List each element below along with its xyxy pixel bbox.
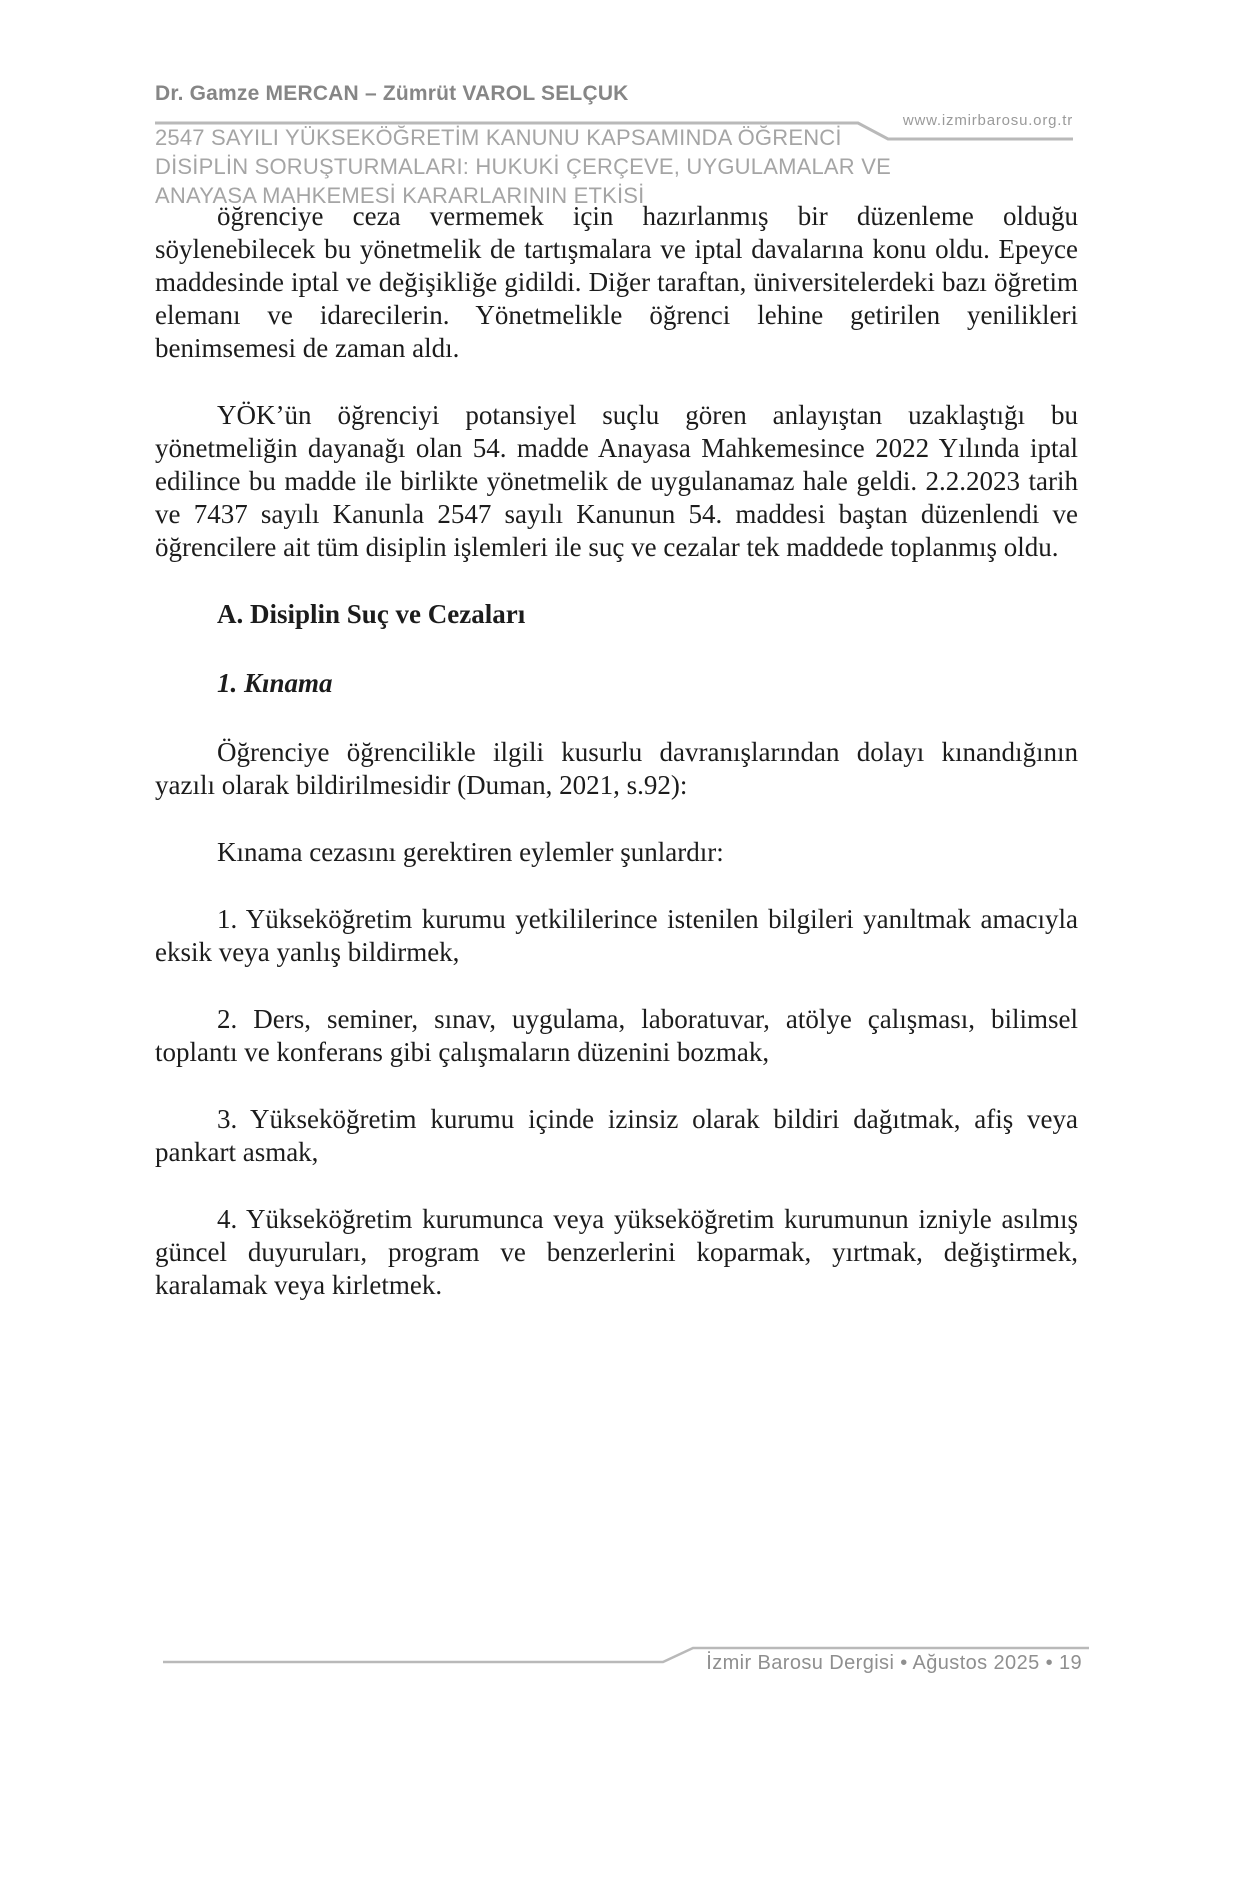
paragraph: öğrenciye ceza vermemek için hazırlanmış bir düzenleme olduğu söylenebilecek bu yönetmelik de tartışmalara ve iptal davalarına konu oldu. Epeyce maddesinde iptal ve değişikliğe gidildi. Diğer taraftan, üniversitelerdeki bazı öğretim elemanı ve idarecilerin. Yönetmelikle öğrenci lehine getirilen yenilikleri benimsemesi de zaman aldı. <box>155 201 1078 363</box>
list-item: 4. Yükseköğretim kurumunca veya yükseköğretim kurumunun izniyle asılmış güncel duyuruları, program ve benzerlerini koparmak, yırtmak, değiştirmek, karalamak veya kirletmek. <box>155 1204 1078 1300</box>
article-title-line-3: ANAYASA MAHKEMESİ KARARLARININ ETKİSİ <box>155 183 645 208</box>
website-url: www.izmirbarosu.org.tr <box>902 112 1073 129</box>
section-heading: A. Disiplin Suç ve Cezaları <box>217 599 526 629</box>
paragraph: Öğrenciye öğrencilikle ilgili kusurlu davranışlarından dolayı kınandığının yazılı olarak bildirilmesidir (Duman, 2021, s.92): <box>155 737 1078 800</box>
subsection-heading: 1. Kınama <box>217 668 333 698</box>
article-body <box>155 200 1078 1336</box>
article-title-line-2: DİSİPLİN SORUŞTURMALARI: HUKUKİ ÇERÇEVE, UYGULAMALAR VE <box>155 154 891 179</box>
paragraph: Kınama cezasını gerektiren eylemler şunlardır: <box>217 837 724 867</box>
list-item: 2. Ders, seminer, sınav, uygulama, laboratuvar, atölye çalışması, bilimsel toplantı ve konferans gibi çalışmaların düzenini bozmak, <box>155 1004 1078 1067</box>
article-title <box>155 123 935 210</box>
author-line: Dr. Gamze MERCAN – Zümrüt VAROL SELÇUK <box>155 82 629 105</box>
list-item: 1. Yükseköğretim kurumu yetkililerince istenilen bilgileri yanıltmak amacıyla eksik veya yanlış bildirmek, <box>155 904 1078 967</box>
article-title-line-1: 2547 SAYILI YÜKSEKÖĞRETİM KANUNU KAPSAMINDA ÖĞRENCİ <box>155 125 842 150</box>
journal-info: İzmir Barosu Dergisi • Ağustos 2025 • 19 <box>706 1652 1082 1674</box>
paragraph: YÖK’ün öğrenciyi potansiyel suçlu gören anlayıştan uzaklaştığı bu yönetmeliğin dayanağı olan 54. madde Anayasa Mahkemesince 2022 Yılında iptal edilince bu madde ile birlikte yönetmelik de uygulanamaz hale geldi. 2.2.2023 tarih ve 7437 sayılı Kanunla 2547 sayılı Kanunun 54. maddesi baştan düzenlendi ve öğrencilere ait tüm disiplin işlemleri ile suç ve cezalar tek maddede toplanmış oldu. <box>155 400 1078 562</box>
list-item: 3. Yükseköğretim kurumu içinde izinsiz olarak bildiri dağıtmak, afiş veya pankart asmak, <box>155 1104 1078 1167</box>
